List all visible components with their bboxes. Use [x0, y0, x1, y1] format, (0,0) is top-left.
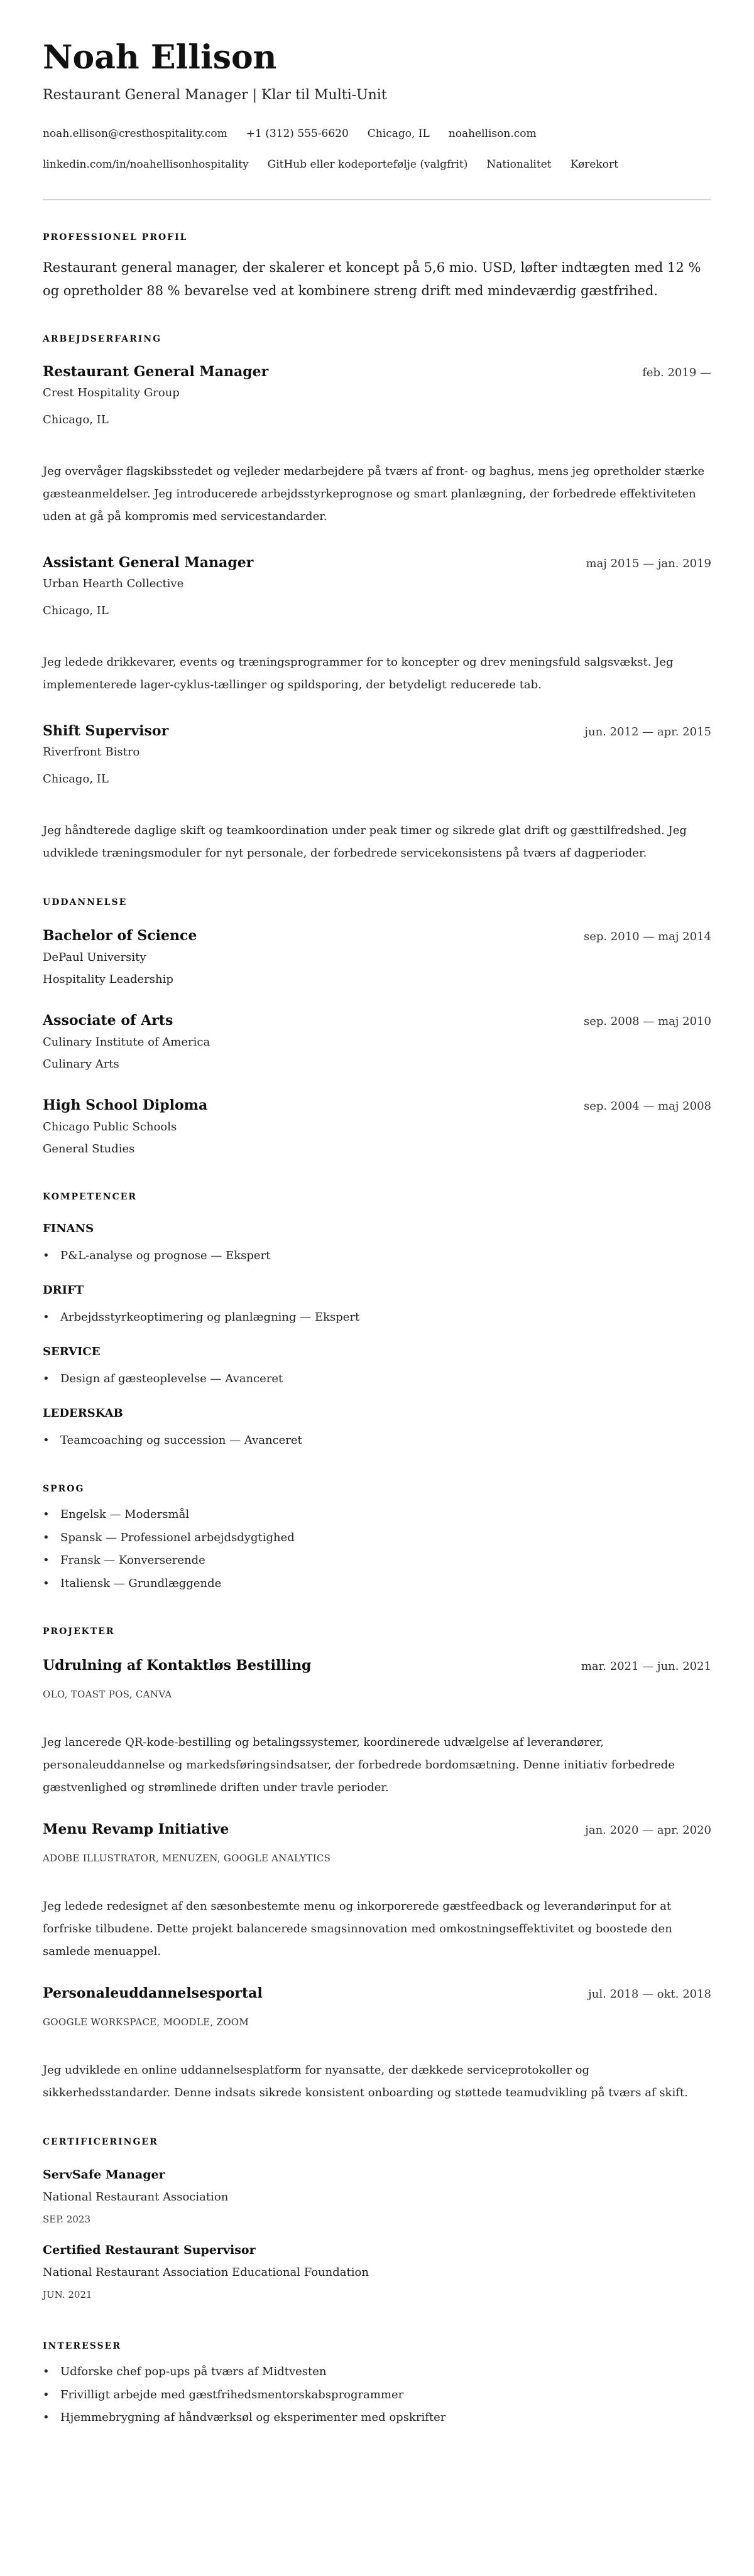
- job-entry: [43, 362, 711, 528]
- skill-category-title: SERVICE: [43, 1345, 101, 1358]
- certification-issuer: National Restaurant Association Educational Foundation: [43, 2266, 369, 2280]
- interest-item: • Frivilligt arbejde med gæstfrihedsmentorskabsprogrammer: [43, 2386, 711, 2404]
- experience-section: [43, 333, 711, 865]
- entry-header: [43, 1096, 711, 1116]
- candidate-name: Noah Ellison: [43, 38, 277, 77]
- entry-header: [43, 1011, 711, 1031]
- education-section: [43, 896, 711, 1158]
- candidate-headline: Restaurant General Manager | Klar til Multi-Unit: [43, 87, 387, 103]
- date-range: jul. 2018 — okt. 2018: [588, 1988, 711, 2001]
- skill-item: • Teamcoaching og succession — Avanceret: [43, 1432, 711, 1449]
- certification-title: ServSafe Manager: [43, 2168, 165, 2182]
- section-heading: PROJEKTER: [43, 1626, 115, 1637]
- company-name: Urban Hearth Collective: [43, 577, 184, 590]
- job-location: Chicago, IL: [43, 604, 109, 617]
- project-tech-stack: GOOGLE WORKSPACE, MOODLE, ZOOM: [43, 2016, 249, 2028]
- job-entry: [43, 722, 711, 865]
- language-item: • Engelsk — Modersmål: [43, 1506, 711, 1523]
- profile-section: [43, 231, 711, 303]
- language-list: [43, 1506, 711, 1593]
- interests-section: [43, 2340, 711, 2427]
- language-item: • Spansk — Professionel arbejdsdygtighed: [43, 1529, 711, 1547]
- date-range: jun. 2012 — apr. 2015: [584, 725, 711, 739]
- project-description: Jeg ledede redesignet af den sæsonbestemte menu og inkorporerede gæstfeedback og leverandørinput for at forfriske tilbudene. Dette projekt balancerede smagsinnovation med omkostningseffektivitet og boostede den samlede menuappel.: [43, 1900, 672, 1959]
- certification-entry: [43, 2242, 711, 2302]
- project-list: [43, 1656, 711, 2104]
- language-item: • Fransk — Konverserende: [43, 1552, 711, 1569]
- job-title: Assistant General Manager: [43, 555, 254, 571]
- project-entry: [43, 1656, 711, 1799]
- skill-list: [43, 1432, 711, 1449]
- entry-header: [43, 1656, 711, 1676]
- entry-header: [43, 926, 711, 946]
- field-of-study: Hospitality Leadership: [43, 973, 173, 986]
- degree-title: Bachelor of Science: [43, 928, 197, 944]
- skill-list: [43, 1247, 711, 1265]
- project-tech-stack: OLO, TOAST POS, CANVA: [43, 1689, 172, 1701]
- job-description: Jeg håndterede daglige skift og teamkoordination under peak timer og sikrede glat drift og gæsttilfredshed. Jeg udviklede træningsmoduler for nyt personale, der forbedrede servicekonsistens på tværs af dagperioder.: [43, 824, 687, 860]
- certification-title: Certified Restaurant Supervisor: [43, 2243, 256, 2258]
- interest-item: • Udforske chef pop-ups på tværs af Midtvesten: [43, 2363, 711, 2381]
- date-range: sep. 2010 — maj 2014: [583, 930, 711, 943]
- job-location: Chicago, IL: [43, 772, 109, 786]
- project-entry: [43, 1984, 711, 2104]
- skill-category-title: LEDERSKAB: [43, 1407, 123, 1420]
- job-entry: [43, 553, 711, 696]
- certification-list: [43, 2167, 711, 2302]
- education-list: [43, 926, 711, 1158]
- skill-categories: [43, 1221, 711, 1449]
- github-placeholder: GitHub eller kodeportefølje (valgfrit): [267, 158, 468, 171]
- date-range: mar. 2021 — jun. 2021: [581, 1660, 711, 1674]
- certifications-section: [43, 2136, 711, 2302]
- company-name: Riverfront Bistro: [43, 745, 140, 759]
- project-description: Jeg lancerede QR-kode-bestilling og betalingssystemer, koordinerede udvælgelse af leverandører, personaleuddannelse og markedsføringsindsatser, der forbedrede bordomsætning. Denne initiativ forbedrede gæstvenlighed og strømlinede driften under travle perioder.: [43, 1736, 675, 1795]
- date-range: jan. 2020 — apr. 2020: [585, 1824, 711, 1837]
- section-heading: INTERESSER: [43, 2341, 121, 2352]
- skill-item: • Design af gæsteoplevelse — Avanceret: [43, 1370, 711, 1388]
- entry-header: [43, 1984, 711, 2004]
- project-tech-stack: ADOBE ILLUSTRATOR, MENUZEN, GOOGLE ANALYTICS: [43, 1853, 331, 1864]
- project-entry: [43, 1820, 711, 1963]
- education-entry: [43, 1096, 711, 1158]
- job-list: [43, 362, 711, 865]
- date-range: sep. 2004 — maj 2008: [583, 1100, 711, 1113]
- header-divider: [43, 199, 711, 200]
- linkedin-link[interactable]: linkedin.com/in/noahellisonhospitality: [43, 158, 249, 171]
- field-of-study: Culinary Arts: [43, 1058, 119, 1071]
- skill-item: • Arbejdsstyrkeoptimering og planlægning — Ekspert: [43, 1309, 711, 1326]
- certification-date: JUN. 2021: [43, 2289, 92, 2301]
- date-range: maj 2015 — jan. 2019: [586, 557, 711, 570]
- degree-title: High School Diploma: [43, 1097, 208, 1113]
- skill-category-title: DRIFT: [43, 1284, 84, 1297]
- interest-list: [43, 2363, 711, 2427]
- language-item: • Italiensk — Grundlæggende: [43, 1575, 711, 1593]
- website-link[interactable]: noahellison.com: [448, 127, 537, 140]
- date-range: sep. 2008 — maj 2010: [583, 1015, 711, 1028]
- education-entry: [43, 926, 711, 988]
- job-title: Restaurant General Manager: [43, 364, 269, 380]
- degree-title: Associate of Arts: [43, 1012, 173, 1029]
- nationality: Nationalitet: [486, 158, 552, 171]
- entry-header: [43, 1820, 711, 1840]
- section-heading: CERTIFICERINGER: [43, 2137, 158, 2148]
- skills-section: [43, 1191, 711, 1449]
- phone-link[interactable]: +1 (312) 555-6620: [246, 127, 349, 140]
- job-title: Shift Supervisor: [43, 723, 169, 739]
- education-entry: [43, 1011, 711, 1073]
- entry-header: [43, 362, 711, 382]
- company-name: Crest Hospitality Group: [43, 386, 180, 399]
- email-link[interactable]: noah.ellison@cresthospitality.com: [43, 127, 227, 140]
- contact-location: Chicago, IL: [367, 127, 430, 140]
- skill-list: [43, 1309, 711, 1326]
- interest-item: • Hjemmebrygning af håndværksøl og eksperimenter med opskrifter: [43, 2409, 711, 2427]
- section-heading: ARBEJDSERFARING: [43, 334, 162, 344]
- certification-issuer: National Restaurant Association: [43, 2190, 229, 2204]
- resume-header: [43, 38, 711, 173]
- drivers-license: Kørekort: [570, 158, 618, 171]
- school-name: DePaul University: [43, 951, 146, 964]
- date-range: feb. 2019 —: [642, 366, 711, 379]
- project-title: Udrulning af Kontaktløs Bestilling: [43, 1657, 312, 1674]
- skill-item: • P&L-analyse og prognose — Ekspert: [43, 1247, 711, 1265]
- project-title: Personaleuddannelsesportal: [43, 1985, 263, 2002]
- languages-section: [43, 1483, 711, 1593]
- skill-category-title: FINANS: [43, 1222, 94, 1235]
- certification-entry: [43, 2167, 711, 2227]
- job-location: Chicago, IL: [43, 413, 109, 426]
- section-heading: PROFESSIONEL PROFIL: [43, 232, 188, 242]
- contact-info: [43, 125, 711, 173]
- job-description: Jeg overvåger flagskibsstedet og vejleder medarbejdere på tværs af front- og baghus, mens jeg opretholder stærke gæsteanmeldelser. Jeg introducerede arbejdsstyrkeprognose og smart planlægning, der forbedrede effektiviteten uden at gå på kompromis med servicestandarder.: [43, 465, 705, 523]
- skill-list: [43, 1370, 711, 1388]
- school-name: Culinary Institute of America: [43, 1036, 210, 1049]
- section-heading: UDDANNELSE: [43, 897, 128, 907]
- school-name: Chicago Public Schools: [43, 1120, 177, 1134]
- projects-section: [43, 1625, 711, 2104]
- entry-header: [43, 722, 711, 742]
- profile-summary: Restaurant general manager, der skalerer et koncept på 5,6 mio. USD, løfter indtægten med 12 % og opretholder 88 % bevarelse ved at kombinere streng drift med mindeværdig gæstfrihed.: [43, 260, 701, 298]
- section-heading: SPROG: [43, 1484, 85, 1494]
- entry-header: [43, 553, 711, 573]
- field-of-study: General Studies: [43, 1142, 135, 1155]
- project-title: Menu Revamp Initiative: [43, 1821, 229, 1838]
- section-heading: KOMPETENCER: [43, 1192, 138, 1202]
- certification-date: SEP. 2023: [43, 2214, 90, 2226]
- project-description: Jeg udviklede en online uddannelsesplatform for nyansatte, der dækkede serviceprotokoller og sikkerhedsstandarder. Denne indsats sikrede konsistent onboarding og støttede teamudvikling på tværs af skift.: [43, 2064, 688, 2100]
- job-description: Jeg ledede drikkevarer, events og træningsprogrammer for to koncepter og drev meningsfuld salgsvækst. Jeg implementerede lager-cyklus-tællinger og spildsporing, der betydeligt reducerede tab.: [43, 656, 674, 691]
